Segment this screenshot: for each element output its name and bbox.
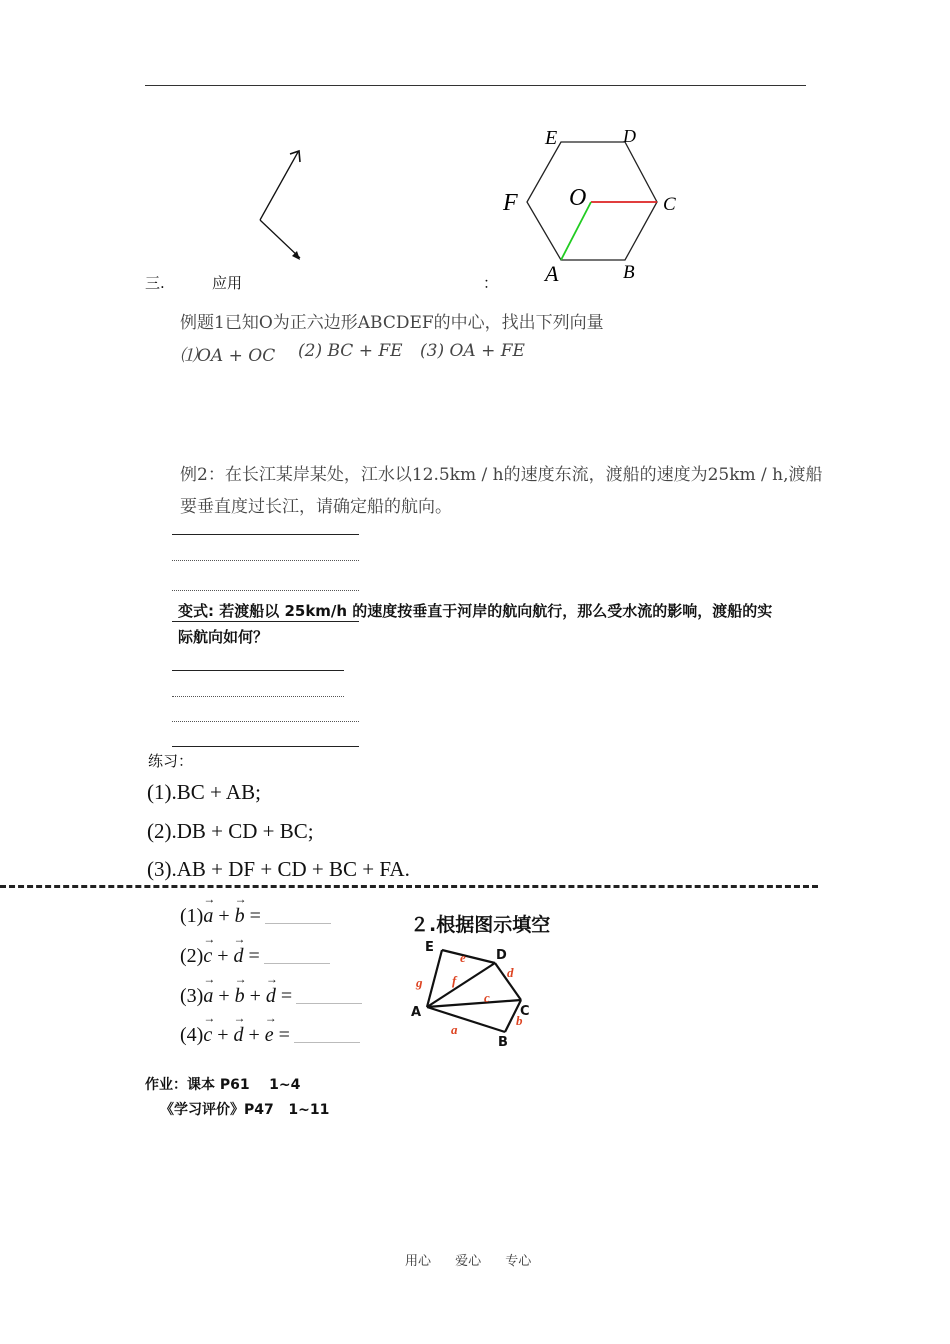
section-number: 三. xyxy=(145,274,165,292)
vec-label-f: f xyxy=(452,973,457,988)
answer-line[interactable] xyxy=(172,590,359,591)
vec-label-a: a xyxy=(451,1022,458,1037)
figure2-title: ２.根据图示填空 xyxy=(410,914,551,936)
fill-item-4: (4)→ c + → d + → e = xyxy=(180,1024,360,1047)
fill-item-3: (3)→ a + → b + → d = xyxy=(180,985,362,1008)
hexagon-figure xyxy=(495,120,695,290)
arrow-up-line xyxy=(260,152,298,220)
point-c: C xyxy=(520,1004,530,1019)
vec-label-d: d xyxy=(507,965,514,980)
homework-line2: 《学习评价》P47 1~11 xyxy=(160,1102,330,1118)
header-rule xyxy=(145,85,806,86)
vec-label-c: c xyxy=(484,990,490,1005)
cut-line xyxy=(0,885,818,888)
hexagon-outline xyxy=(527,142,657,260)
point-e: E xyxy=(425,940,434,955)
label-e: E xyxy=(545,127,558,149)
variant-line2: 际航向如何？ xyxy=(178,628,269,646)
page-footer: 用心 爱心 专心 xyxy=(405,1254,532,1269)
example1-item-3: (3) OA + FE xyxy=(420,341,525,361)
vec-label-g: g xyxy=(416,975,423,990)
example1-statement: 例题1已知O为正六边形ABCDEF的中心，找出下列向量 xyxy=(180,313,604,333)
blank-input[interactable] xyxy=(296,1003,362,1004)
example2-line1: 例2：在长江某岸某处，江水以12.5km / h的速度东流，渡船的速度为25km / h,渡船 xyxy=(180,465,823,485)
answer-line[interactable] xyxy=(172,721,359,722)
homework-line1: 作业：课本 P61 1~4 xyxy=(145,1077,301,1093)
example2-line2: 要垂直度过长江，请确定船的航向。 xyxy=(180,497,452,517)
section-colon: ： xyxy=(483,274,499,292)
vec-label-e: e xyxy=(460,950,466,965)
answer-line[interactable] xyxy=(172,670,344,671)
vec-label-b: b xyxy=(516,1013,523,1028)
answer-line[interactable] xyxy=(172,534,359,535)
point-d: D xyxy=(496,948,507,963)
point-b: B xyxy=(498,1035,508,1050)
practice-item-3: (3).AB + DF + CD + BC + FA. xyxy=(147,857,410,881)
practice-item-1: (1).BC + AB; xyxy=(147,780,261,804)
fill-item-2: (2)→ c + → d = xyxy=(180,945,330,968)
label-b: B xyxy=(623,262,635,283)
example1-item-1: ⑴OA + OC xyxy=(180,346,276,366)
blank-input[interactable] xyxy=(264,963,330,964)
edge-ac xyxy=(427,1000,521,1007)
answer-line[interactable] xyxy=(172,560,359,561)
angle-arrows-figure xyxy=(250,140,320,270)
blank-input[interactable] xyxy=(265,923,331,924)
example1-item-2: (2) BC + FE xyxy=(298,341,403,361)
point-a: A xyxy=(411,1005,422,1020)
edge-ab xyxy=(427,1007,505,1032)
fill-item-1: (1)→ a + → b = xyxy=(180,905,331,928)
variant-line1: 变式: 若渡船以 25km/h 的速度按垂直于河岸的航向航行，那么受水流的影响，渡船的实 xyxy=(178,602,773,620)
answer-line[interactable] xyxy=(172,696,344,697)
label-a: A xyxy=(545,261,559,286)
answer-line[interactable] xyxy=(172,621,359,622)
practice-title: 练习： xyxy=(148,752,194,770)
practice-item-2: (2).DB + CD + BC; xyxy=(147,819,314,843)
answer-line[interactable] xyxy=(172,746,359,747)
edge-ed xyxy=(442,950,495,963)
label-f: F xyxy=(503,190,518,216)
label-d: D xyxy=(623,126,636,146)
arrow-down-line xyxy=(260,220,300,258)
label-o: O xyxy=(569,185,587,211)
blank-input[interactable] xyxy=(294,1042,360,1043)
label-c: C xyxy=(663,194,676,215)
section-title: 应用 xyxy=(212,274,243,292)
vector-polygon-figure xyxy=(405,935,545,1050)
